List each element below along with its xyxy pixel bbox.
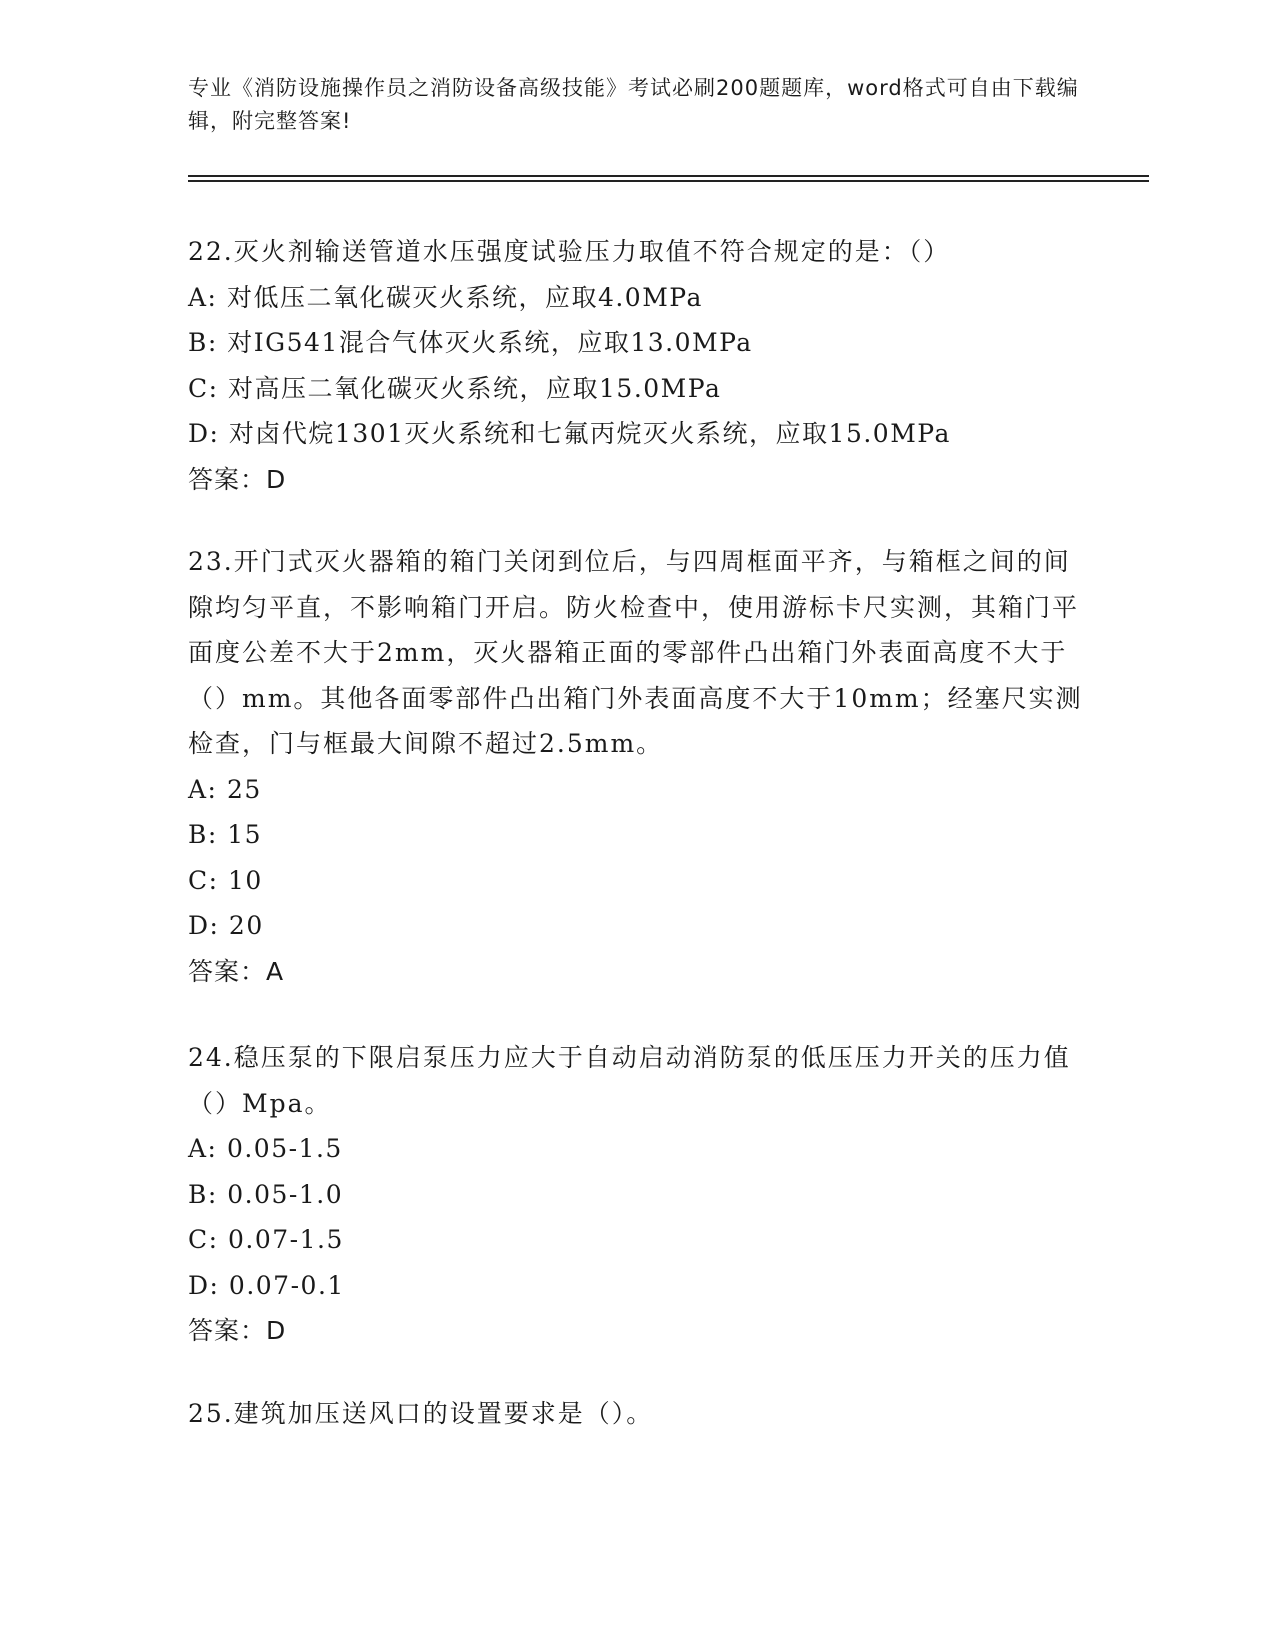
option-text: 25 — [226, 774, 262, 804]
answer-line — [188, 457, 1088, 502]
option-text: 对IG541混合气体灭火系统，应取13.0MPa — [227, 328, 753, 357]
option-d — [188, 411, 1088, 457]
option-text: 对低压二氧化碳灭火系统，应取4.0MPa — [226, 282, 703, 312]
option-label: A: — [188, 774, 218, 804]
question-22 — [188, 229, 1088, 502]
question-24 — [188, 1035, 1088, 1353]
question-number: 23. — [188, 547, 234, 576]
question-text: 灭火剂输送管道水压强度试验压力取值不符合规定的是：（） — [233, 237, 951, 266]
option-text: 15 — [227, 820, 263, 849]
option-label: C: — [188, 1225, 219, 1254]
option-label: C: — [188, 865, 219, 895]
header-text: 专业《消防设施操作员之消防设备高级技能》考试必刷200题题库，word格式可自由下载编辑，附完整答案! — [188, 76, 1079, 133]
option-text: 对卤代烷1301灭火系统和七氟丙烷灭火系统，应取15.0MPa — [228, 419, 951, 448]
option-b — [188, 320, 1088, 366]
option-text: 0.07-0.1 — [228, 1270, 345, 1300]
header-divider-bottom — [188, 180, 1149, 182]
option-text: 0.05-1.5 — [226, 1134, 343, 1163]
option-label: D: — [188, 1270, 220, 1300]
answer-label: 答案： — [188, 1316, 267, 1345]
document-header — [188, 72, 1088, 138]
option-label: B: — [188, 1179, 218, 1209]
option-a — [188, 275, 1088, 321]
question-stem — [188, 229, 1088, 275]
question-text: 稳压泵的下限启泵压力应大于自动启动消防泵的低压压力开关的压力值（）Mpa。 — [188, 1043, 1071, 1118]
option-b — [188, 812, 1088, 858]
option-text: 20 — [228, 911, 264, 940]
option-text: 10 — [228, 865, 263, 895]
answer-label: 答案： — [188, 956, 267, 986]
answer-value: D — [266, 1316, 287, 1345]
option-label: D: — [188, 419, 220, 448]
question-25 — [188, 1391, 1088, 1437]
question-text: 建筑加压送风口的设置要求是（）。 — [233, 1399, 654, 1428]
question-stem — [188, 1035, 1088, 1126]
option-c — [188, 1217, 1088, 1263]
option-b — [188, 1172, 1088, 1218]
question-number: 24. — [188, 1043, 234, 1072]
option-c — [188, 858, 1088, 904]
option-text: 0.07-1.5 — [228, 1225, 344, 1254]
question-23 — [188, 539, 1088, 994]
answer-line — [188, 949, 1088, 994]
option-a — [188, 1126, 1088, 1172]
option-text: 对高压二氧化碳灭火系统，应取15.0MPa — [228, 373, 722, 403]
option-d — [188, 1263, 1088, 1309]
option-label: A: — [188, 1134, 218, 1163]
header-divider-top — [188, 175, 1149, 177]
question-stem — [188, 1391, 1088, 1437]
question-stem — [188, 539, 1088, 767]
option-label: C: — [188, 373, 219, 403]
question-text: 开门式灭火器箱的箱门关闭到位后，与四周框面平齐，与箱框之间的间隙均匀平直，不影响箱门开启。防火检查中，使用游标卡尺实测，其箱门平面度公差不大于2mm，灭火器箱正面的零部件凸出箱门外表面高度不大于（）mm。其他各面零部件凸出箱门外表面高度不大于10mm；经塞尺实测检查，门与框最大间隙不超过2.5mm。 — [188, 547, 1083, 758]
option-d — [188, 903, 1088, 949]
answer-value: D — [266, 464, 287, 494]
option-label: D: — [188, 911, 220, 940]
answer-label: 答案： — [188, 464, 267, 494]
option-text: 0.05-1.0 — [227, 1179, 344, 1209]
option-label: A: — [188, 282, 218, 312]
option-a — [188, 767, 1088, 813]
option-label: B: — [188, 328, 218, 357]
answer-line — [188, 1308, 1088, 1353]
question-number: 25. — [188, 1399, 234, 1428]
answer-value: A — [266, 956, 285, 986]
option-c — [188, 366, 1088, 412]
option-label: B: — [188, 820, 218, 849]
question-number: 22. — [188, 237, 234, 266]
